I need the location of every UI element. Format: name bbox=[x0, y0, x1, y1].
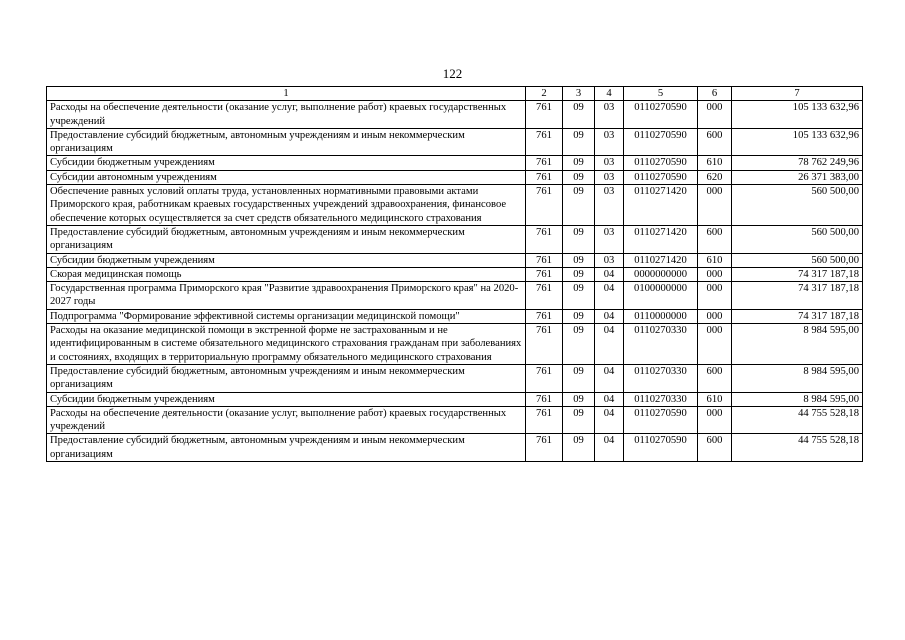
amount-cell: 74 317 187,18 bbox=[732, 282, 863, 310]
section-code-cell: 09 bbox=[563, 253, 595, 267]
department-code-cell: 761 bbox=[526, 406, 563, 434]
subsection-code-cell: 03 bbox=[595, 225, 624, 253]
header-cell: 3 bbox=[563, 87, 595, 101]
section-code-cell: 09 bbox=[563, 406, 595, 434]
section-code-cell: 09 bbox=[563, 267, 595, 281]
table-row bbox=[47, 364, 863, 392]
table-row bbox=[47, 434, 863, 462]
table-row bbox=[47, 309, 863, 323]
expense-name-cell: Предоставление субсидий бюджетным, автономным учреждениям и иным некоммерческим организациям bbox=[47, 128, 526, 156]
expense-type-cell: 000 bbox=[698, 309, 732, 323]
subsection-code-cell: 03 bbox=[595, 253, 624, 267]
expense-name-cell: Расходы на обеспечение деятельности (оказание услуг, выполнение работ) краевых государственных учреждений bbox=[47, 406, 526, 434]
subsection-code-cell: 04 bbox=[595, 324, 624, 365]
expense-name-cell: Государственная программа Приморского края "Развитие здравоохранения Приморского края" на 2020-2027 годы bbox=[47, 282, 526, 310]
budget-table bbox=[46, 86, 863, 462]
amount-cell: 105 133 632,96 bbox=[732, 101, 863, 129]
expense-name-cell: Субсидии бюджетным учреждениям bbox=[47, 156, 526, 170]
table-row bbox=[47, 282, 863, 310]
amount-cell: 105 133 632,96 bbox=[732, 128, 863, 156]
expense-type-cell: 620 bbox=[698, 170, 732, 184]
section-code-cell: 09 bbox=[563, 392, 595, 406]
target-article-cell: 0110270330 bbox=[624, 364, 698, 392]
target-article-cell: 0110270590 bbox=[624, 128, 698, 156]
department-code-cell: 761 bbox=[526, 267, 563, 281]
header-cell: 2 bbox=[526, 87, 563, 101]
department-code-cell: 761 bbox=[526, 434, 563, 462]
header-cell: 6 bbox=[698, 87, 732, 101]
department-code-cell: 761 bbox=[526, 101, 563, 129]
section-code-cell: 09 bbox=[563, 364, 595, 392]
department-code-cell: 761 bbox=[526, 185, 563, 226]
expense-type-cell: 610 bbox=[698, 392, 732, 406]
department-code-cell: 761 bbox=[526, 128, 563, 156]
department-code-cell: 761 bbox=[526, 392, 563, 406]
amount-cell: 74 317 187,18 bbox=[732, 267, 863, 281]
expense-type-cell: 000 bbox=[698, 101, 732, 129]
table-row bbox=[47, 156, 863, 170]
department-code-cell: 761 bbox=[526, 170, 563, 184]
amount-cell: 8 984 595,00 bbox=[732, 392, 863, 406]
amount-cell: 8 984 595,00 bbox=[732, 324, 863, 365]
target-article-cell: 0110271420 bbox=[624, 225, 698, 253]
department-code-cell: 761 bbox=[526, 364, 563, 392]
table-row bbox=[47, 392, 863, 406]
target-article-cell: 0110270330 bbox=[624, 324, 698, 365]
target-article-cell: 0110271420 bbox=[624, 253, 698, 267]
section-code-cell: 09 bbox=[563, 434, 595, 462]
section-code-cell: 09 bbox=[563, 156, 595, 170]
expense-name-cell: Подпрограмма "Формирование эффективной системы организации медицинской помощи" bbox=[47, 309, 526, 323]
expense-name-cell: Расходы на оказание медицинской помощи в экстренной форме не застрахованным и не идентифицированным в системе обязательного медицинского страхования гражданам при заболеваниях и состояниях, входящих в территориальную программу обязательного медицинского страхования bbox=[47, 324, 526, 365]
subsection-code-cell: 04 bbox=[595, 364, 624, 392]
subsection-code-cell: 03 bbox=[595, 185, 624, 226]
amount-cell: 560 500,00 bbox=[732, 185, 863, 226]
section-code-cell: 09 bbox=[563, 185, 595, 226]
expense-name-cell: Скорая медицинская помощь bbox=[47, 267, 526, 281]
header-cell: 4 bbox=[595, 87, 624, 101]
section-code-cell: 09 bbox=[563, 128, 595, 156]
amount-cell: 8 984 595,00 bbox=[732, 364, 863, 392]
department-code-cell: 761 bbox=[526, 282, 563, 310]
expense-type-cell: 600 bbox=[698, 364, 732, 392]
expense-type-cell: 610 bbox=[698, 156, 732, 170]
subsection-code-cell: 04 bbox=[595, 267, 624, 281]
expense-type-cell: 000 bbox=[698, 267, 732, 281]
subsection-code-cell: 03 bbox=[595, 170, 624, 184]
page-number: 122 bbox=[442, 66, 463, 81]
header-cell: 5 bbox=[624, 87, 698, 101]
table-row bbox=[47, 267, 863, 281]
section-code-cell: 09 bbox=[563, 170, 595, 184]
subsection-code-cell: 04 bbox=[595, 392, 624, 406]
section-code-cell: 09 bbox=[563, 225, 595, 253]
amount-cell: 44 755 528,18 bbox=[732, 406, 863, 434]
header-cell: 1 bbox=[47, 87, 526, 101]
amount-cell: 560 500,00 bbox=[732, 253, 863, 267]
table-row bbox=[47, 225, 863, 253]
expense-type-cell: 600 bbox=[698, 225, 732, 253]
table-row bbox=[47, 101, 863, 129]
target-article-cell: 0110271420 bbox=[624, 185, 698, 226]
target-article-cell: 0110270330 bbox=[624, 392, 698, 406]
section-code-cell: 09 bbox=[563, 309, 595, 323]
expense-name-cell: Субсидии бюджетным учреждениям bbox=[47, 392, 526, 406]
section-code-cell: 09 bbox=[563, 324, 595, 365]
target-article-cell: 0000000000 bbox=[624, 267, 698, 281]
amount-cell: 44 755 528,18 bbox=[732, 434, 863, 462]
subsection-code-cell: 04 bbox=[595, 434, 624, 462]
amount-cell: 78 762 249,96 bbox=[732, 156, 863, 170]
table-row bbox=[47, 324, 863, 365]
table-row bbox=[47, 253, 863, 267]
target-article-cell: 0110270590 bbox=[624, 434, 698, 462]
subsection-code-cell: 04 bbox=[595, 309, 624, 323]
department-code-cell: 761 bbox=[526, 324, 563, 365]
department-code-cell: 761 bbox=[526, 309, 563, 323]
target-article-cell: 0100000000 bbox=[624, 282, 698, 310]
expense-name-cell: Предоставление субсидий бюджетным, автономным учреждениям и иным некоммерческим организациям bbox=[47, 364, 526, 392]
subsection-code-cell: 04 bbox=[595, 406, 624, 434]
expense-name-cell: Предоставление субсидий бюджетным, автономным учреждениям и иным некоммерческим организациям bbox=[47, 434, 526, 462]
expense-type-cell: 000 bbox=[698, 185, 732, 226]
amount-cell: 26 371 383,00 bbox=[732, 170, 863, 184]
department-code-cell: 761 bbox=[526, 156, 563, 170]
subsection-code-cell: 03 bbox=[595, 101, 624, 129]
subsection-code-cell: 03 bbox=[595, 128, 624, 156]
subsection-code-cell: 03 bbox=[595, 156, 624, 170]
expense-type-cell: 600 bbox=[698, 128, 732, 156]
target-article-cell: 0110270590 bbox=[624, 406, 698, 434]
header-cell: 7 bbox=[732, 87, 863, 101]
expense-name-cell: Расходы на обеспечение деятельности (оказание услуг, выполнение работ) краевых государственных учреждений bbox=[47, 101, 526, 129]
target-article-cell: 0110270590 bbox=[624, 101, 698, 129]
section-code-cell: 09 bbox=[563, 282, 595, 310]
amount-cell: 74 317 187,18 bbox=[732, 309, 863, 323]
target-article-cell: 0110000000 bbox=[624, 309, 698, 323]
expense-name-cell: Предоставление субсидий бюджетным, автономным учреждениям и иным некоммерческим организациям bbox=[47, 225, 526, 253]
expense-type-cell: 000 bbox=[698, 406, 732, 434]
expense-type-cell: 600 bbox=[698, 434, 732, 462]
table-row bbox=[47, 185, 863, 226]
department-code-cell: 761 bbox=[526, 225, 563, 253]
expense-type-cell: 000 bbox=[698, 324, 732, 365]
target-article-cell: 0110270590 bbox=[624, 170, 698, 184]
expense-type-cell: 610 bbox=[698, 253, 732, 267]
expense-name-cell: Обеспечение равных условий оплаты труда, установленных нормативными правовыми актами Приморского края, работникам краевых государственных учреждений здравоохранения, финансовое обеспечение которых осуществляется за счет средств обязательного медицинского страхования bbox=[47, 185, 526, 226]
section-code-cell: 09 bbox=[563, 101, 595, 129]
table-row bbox=[47, 406, 863, 434]
header-row bbox=[47, 87, 863, 101]
table-row bbox=[47, 128, 863, 156]
table-row bbox=[47, 170, 863, 184]
target-article-cell: 0110270590 bbox=[624, 156, 698, 170]
expense-name-cell: Субсидии бюджетным учреждениям bbox=[47, 253, 526, 267]
expense-name-cell: Субсидии автономным учреждениям bbox=[47, 170, 526, 184]
amount-cell: 560 500,00 bbox=[732, 225, 863, 253]
subsection-code-cell: 04 bbox=[595, 282, 624, 310]
department-code-cell: 761 bbox=[526, 253, 563, 267]
expense-type-cell: 000 bbox=[698, 282, 732, 310]
